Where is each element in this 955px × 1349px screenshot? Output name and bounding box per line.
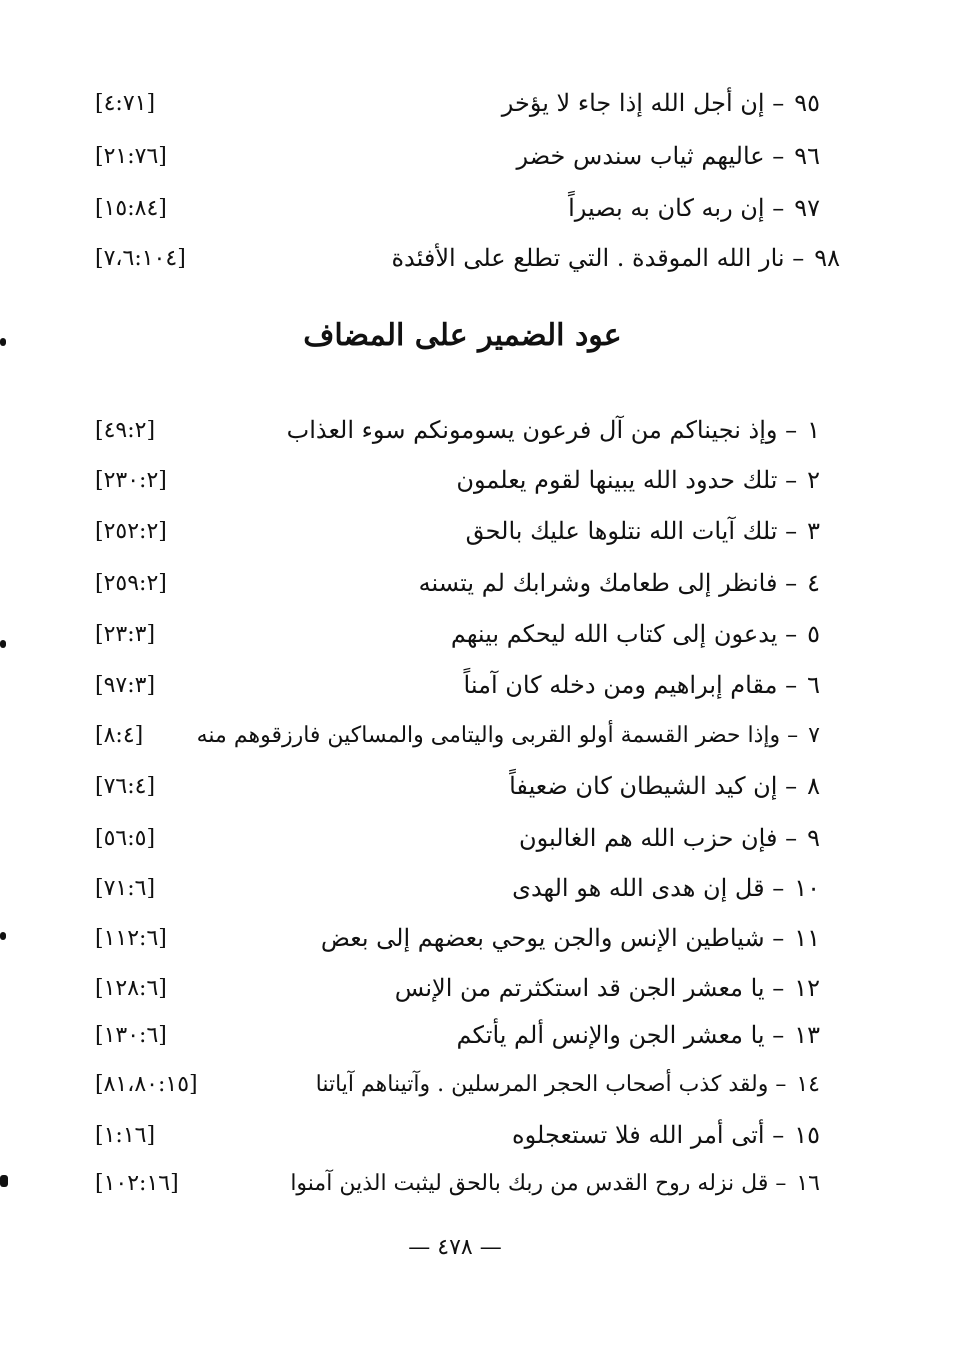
verse-reference: [١٠٢:١٦] (95, 1170, 179, 1196)
verse-text: ٣– تلك آيات الله نتلوها عليك بالحق (465, 517, 820, 545)
verse-text: ٨– إن كيد الشيطان كان ضعيفاً (509, 772, 820, 800)
verse-number: ٩٦ (794, 142, 820, 170)
verse-reference: [٧١:٦] (95, 875, 156, 901)
verse-entry-16 (95, 1163, 820, 1203)
verse-reference: [١٢٨:٦] (95, 975, 167, 1001)
verse-text: ٩– فإن حزب الله هم الغالبون (519, 824, 820, 852)
verse-content: فإن حزب الله هم الغالبون (519, 824, 778, 852)
verse-number: ٩٧ (794, 194, 820, 222)
section-heading: عود الضمير على المضاف (303, 318, 622, 353)
verse-text: ١٢– يا معشر الجن قد استكثرتم من الإنس (394, 974, 820, 1002)
verse-entry-15 (95, 1115, 820, 1155)
verse-number: ٨ (807, 772, 820, 800)
verse-entry-11 (95, 918, 820, 958)
verse-reference: [٢٥٩:٢] (95, 570, 167, 596)
verse-text: ٤– فانظر إلى طعامك وشرابك لم يتسنه (418, 569, 820, 597)
scan-mark (0, 932, 6, 940)
verse-entry-1 (95, 410, 820, 450)
verse-content: قل نزله روح القدس من ربك بالحق ليثبت الذين آمنوا (290, 1170, 769, 1196)
verse-number: ٦ (807, 671, 820, 699)
verse-content: شياطين الإنس والجن يوحي بعضهم إلى بعض (320, 924, 765, 952)
verse-content: نار الله الموقدة . التي تطلع على الأفئدة (391, 244, 785, 272)
verse-number: ١٢ (794, 974, 820, 1002)
verse-entry-9 (95, 818, 820, 858)
verse-number: ١٥ (794, 1121, 820, 1149)
verse-entry-4 (95, 563, 820, 603)
verse-reference: [١٣٠:٦] (95, 1022, 167, 1048)
verse-number: ١١ (794, 924, 820, 952)
verse-entry-10 (95, 868, 820, 908)
verse-content: تلك آيات الله نتلوها عليك بالحق (465, 517, 778, 545)
verse-number: ١٤ (796, 1071, 820, 1097)
verse-reference: [٢٥٢:٢] (95, 518, 167, 544)
verse-text: ١٥– أتى أمر الله فلا تستعجلوه (512, 1121, 820, 1149)
verse-content: إن كيد الشيطان كان ضعيفاً (509, 772, 778, 800)
verse-text: ٧– وإذا حضر القسمة أولو القربى واليتامى والمساكين فارزقوهم منه (196, 722, 820, 748)
verse-entry-13 (95, 1015, 820, 1055)
verse-content: يدعون إلى كتاب الله ليحكم بينهم (450, 620, 778, 648)
verse-content: قل إن هدى الله هو الهدى (512, 874, 765, 902)
verse-reference: [٢٣٠:٢] (95, 467, 167, 493)
verse-entry-98 (95, 238, 840, 278)
verse-text: ١١– شياطين الإنس والجن يوحي بعضهم إلى بعض (320, 924, 820, 952)
verse-entry-7 (95, 715, 820, 755)
verse-reference: [٢٣:٣] (95, 621, 156, 647)
verse-content: إن ربه كان به بصيراً (568, 194, 765, 222)
verse-reference: [٨١،٨٠:١٥] (95, 1071, 198, 1097)
verse-reference: [٧،٦:١٠٤] (95, 245, 186, 271)
verse-entry-2 (95, 460, 820, 500)
verse-content: مقام إبراهيم ومن دخله كان آمناً (463, 671, 778, 699)
verse-entry-12 (95, 968, 820, 1008)
verse-content: تلك حدود الله يبينها لقوم يعلمون (456, 466, 778, 494)
scan-mark (0, 1175, 8, 1187)
verse-reference: [٢١:٧٦] (95, 143, 167, 169)
verse-entry-5 (95, 614, 820, 654)
page-number: — ٤٧٨ — (408, 1235, 502, 1260)
verse-entry-14 (95, 1064, 820, 1104)
verse-content: يا معشر الجن والإنس ألم يأتكم (456, 1021, 765, 1049)
verse-content: يا معشر الجن قد استكثرتم من الإنس (394, 974, 765, 1002)
verse-entry-8 (95, 766, 820, 806)
verse-text: ٩٧– إن ربه كان به بصيراً (568, 194, 820, 222)
verse-reference: [٨:٤] (95, 722, 144, 748)
verse-content: فانظر إلى طعامك وشرابك لم يتسنه (418, 569, 778, 597)
verse-text: ٢– تلك حدود الله يبينها لقوم يعلمون (456, 466, 820, 494)
verse-reference: [١٥:٨٤] (95, 195, 167, 221)
verse-content: وإذا حضر القسمة أولو القربى واليتامى والمساكين فارزقوهم منه (196, 722, 781, 748)
verse-text: ١٠– قل إن هدى الله هو الهدى (512, 874, 820, 902)
verse-text: ٦– مقام إبراهيم ومن دخله كان آمناً (463, 671, 820, 699)
verse-entry-95 (95, 83, 820, 123)
verse-number: ١ (807, 416, 820, 444)
verse-reference: [٤:٧١] (95, 90, 156, 116)
verse-text: ٥– يدعون إلى كتاب الله ليحكم بينهم (450, 620, 820, 648)
verse-reference: [٤٩:٢] (95, 417, 156, 443)
verse-entry-3 (95, 511, 820, 551)
verse-number: ١٦ (796, 1170, 820, 1196)
scan-mark (0, 338, 6, 346)
verse-reference: [١١٢:٦] (95, 925, 167, 951)
verse-number: ٢ (807, 466, 820, 494)
verse-text: ٩٨– نار الله الموقدة . التي تطلع على الأفئدة (391, 244, 840, 272)
verse-text: ١٣– يا معشر الجن والإنس ألم يأتكم (456, 1021, 820, 1049)
verse-entry-6 (95, 665, 820, 705)
verse-content: إن أجل الله إذا جاء لا يؤخر (501, 89, 765, 117)
verse-text: ١٤– ولقد كذب أصحاب الحجر المرسلين . وآتيناهم آياتنا (315, 1071, 820, 1097)
verse-number: ٩ (807, 824, 820, 852)
verse-number: ٥ (807, 620, 820, 648)
verse-entry-97 (95, 188, 820, 228)
verse-reference: [٥٦:٥] (95, 825, 156, 851)
verse-text: ٩٦– عاليهم ثياب سندس خضر (516, 142, 820, 170)
verse-text: ٩٥– إن أجل الله إذا جاء لا يؤخر (501, 89, 820, 117)
verse-content: ولقد كذب أصحاب الحجر المرسلين . وآتيناهم آياتنا (315, 1071, 769, 1097)
verse-number: ١٣ (794, 1021, 820, 1049)
verse-reference: [٩٧:٣] (95, 672, 156, 698)
verse-number: ٩٥ (794, 89, 820, 117)
verse-entry-96 (95, 136, 820, 176)
verse-reference: [١:١٦] (95, 1122, 156, 1148)
verse-content: وإذ نجيناكم من آل فرعون يسومونكم سوء العذاب (286, 416, 778, 444)
verse-number: ٩٨ (814, 244, 840, 272)
verse-number: ٤ (807, 569, 820, 597)
verse-content: عاليهم ثياب سندس خضر (516, 142, 765, 170)
verse-text: ١– وإذ نجيناكم من آل فرعون يسومونكم سوء العذاب (286, 416, 820, 444)
verse-text: ١٦– قل نزله روح القدس من ربك بالحق ليثبت الذين آمنوا (290, 1170, 820, 1196)
verse-number: ٣ (807, 517, 820, 545)
verse-reference: [٧٦:٤] (95, 773, 156, 799)
scan-mark (0, 640, 6, 648)
verse-number: ٧ (808, 722, 820, 748)
verse-content: أتى أمر الله فلا تستعجلوه (512, 1121, 765, 1149)
verse-number: ١٠ (794, 874, 820, 902)
